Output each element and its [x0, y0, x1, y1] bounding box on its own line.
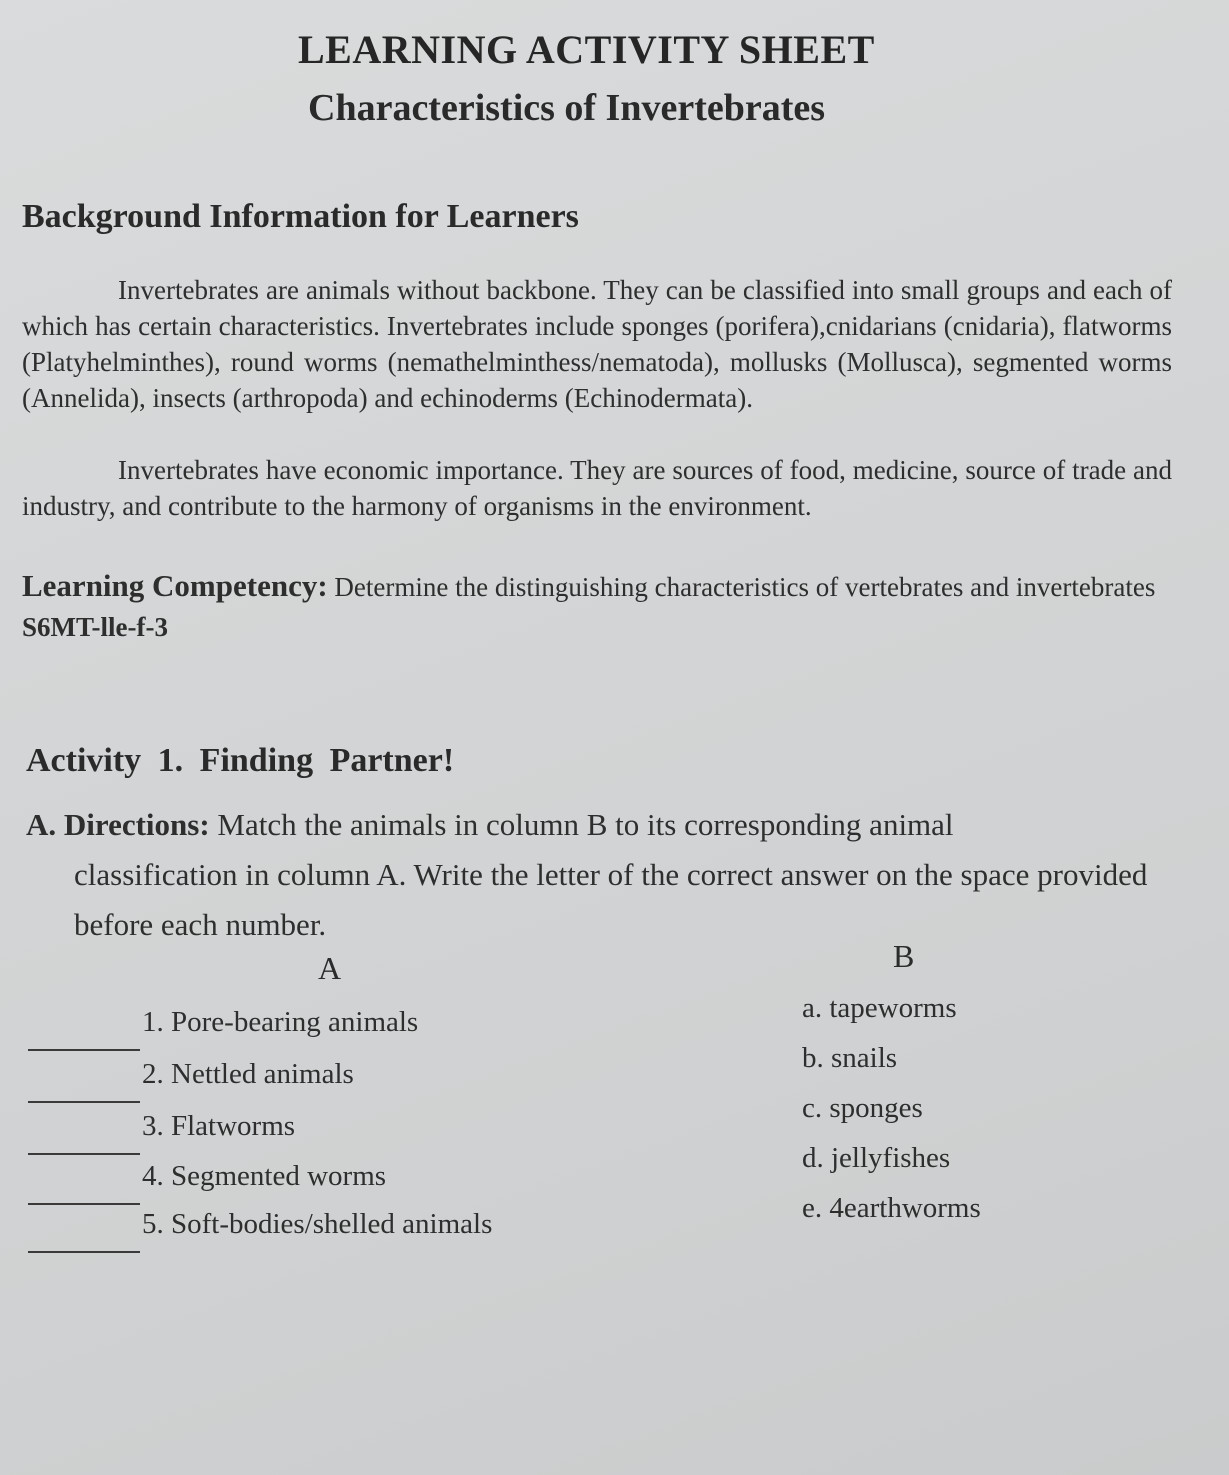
- column-b-header: B: [893, 938, 915, 974]
- column-a-item: 5. Soft-bodies/shelled animals: [28, 1208, 492, 1253]
- document-title: LEARNING ACTIVITY SHEET: [298, 27, 875, 72]
- background-paragraph-2: Invertebrates have economic importance. They are sources of food, medicine, source of trade and industry, and contribute to the harmony of organisms in the environment.: [22, 455, 1172, 521]
- answer-blank[interactable]: [28, 1152, 140, 1155]
- document-subtitle: Characteristics of Invertebrates: [308, 87, 826, 129]
- learning-competency: [22, 566, 1172, 647]
- column-b-item: c. sponges: [802, 1092, 923, 1124]
- column-b-item: b. snails: [802, 1042, 898, 1074]
- competency-text: Determine the distinguishing characteristics of vertebrates and invertebrates: [334, 572, 1156, 602]
- answer-blank[interactable]: [28, 1202, 140, 1205]
- directions: [26, 800, 1166, 950]
- answer-blank[interactable]: [28, 1048, 140, 1051]
- competency-label: Learning Competency:: [22, 568, 328, 603]
- answer-blank[interactable]: [28, 1100, 140, 1103]
- answer-blank[interactable]: [28, 1250, 140, 1253]
- column-a-header: A: [318, 950, 342, 986]
- background-heading: Background Information for Learners: [22, 198, 579, 235]
- background-paragraph-1: Invertebrates are animals without backbone. They can be classified into small groups and each of which has certain characteristics. Invertebrates include sponges (porifera),cnidarians (cnidaria), flatworms (Platyhelminthes), round worms (nemathelminthess/nematoda), mollusks (Mollusca), segmented worms (Annelida), insects (arthropoda) and echinoderms (Echinodermata).: [22, 275, 1172, 413]
- activity-title: Activity 1. Finding Partner!: [26, 742, 455, 779]
- column-b-item: d. jellyfishes: [802, 1142, 951, 1174]
- directions-line-1: Match the animals in column B to its corresponding animal: [217, 807, 954, 842]
- directions-label: A. Directions:: [26, 807, 210, 842]
- column-a-item: 1. Pore-bearing animals: [28, 1006, 418, 1051]
- column-a-item: 3. Flatworms: [28, 1110, 295, 1155]
- column-a-item: 2. Nettled animals: [28, 1058, 354, 1103]
- column-a-item: 4. Segmented worms: [28, 1160, 386, 1205]
- column-b-item: e. 4earthworms: [802, 1192, 981, 1224]
- competency-code: S6MT-lle-f-3: [22, 612, 168, 642]
- column-b-item: a. tapeworms: [802, 992, 957, 1024]
- directions-continued: classification in column A. Write the letter of the correct answer on the space provided before each number.: [74, 857, 1148, 942]
